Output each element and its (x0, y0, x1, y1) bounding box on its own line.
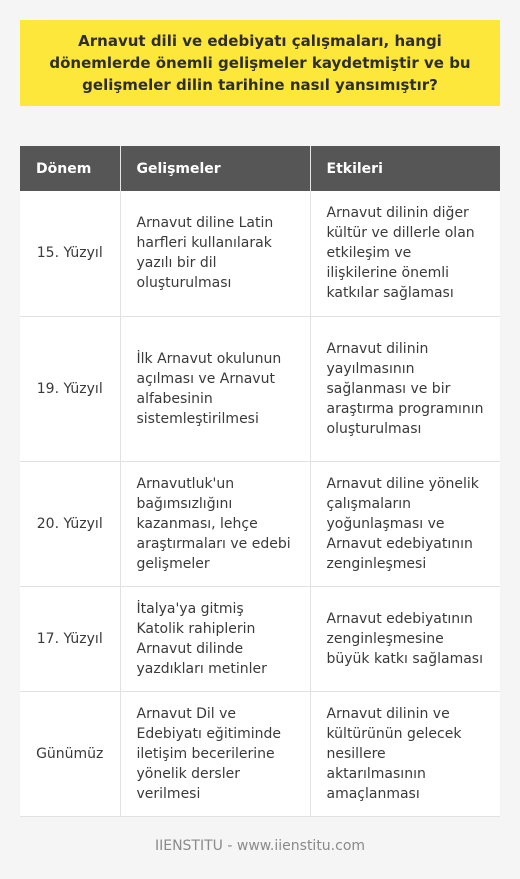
period-cell: 20. Yüzyıl (20, 461, 120, 586)
period-cell: 15. Yüzyıl (20, 191, 120, 316)
developments-cell: Arnavut Dil ve Edebiyatı eğitiminde iletişim becerilerine yönelik dersler verilmesi (120, 691, 310, 816)
table-row (20, 191, 500, 316)
developments-cell: İlk Arnavut okulunun açılması ve Arnavut alfabesinin sistemleştirilmesi (120, 316, 310, 461)
developments-cell: İtalya'ya gitmiş Katolik rahiplerin Arnavut dilinde yazdıkları metinler (120, 586, 310, 691)
effects-cell: Arnavut dilinin diğer kültür ve dillerle olan etkileşim ve ilişkilerine önemli katkılar sağlaması (310, 191, 500, 316)
footer-credit: IIENSTITU - www.iienstitu.com (154, 838, 366, 854)
table-header-row (20, 146, 500, 191)
header-developments: Gelişmeler (120, 146, 310, 191)
table-row (20, 586, 500, 691)
effects-cell: Arnavut dilinin ve kültürünün gelecek nesillere aktarılmasının amaçlanması (310, 691, 500, 816)
question-banner (20, 20, 500, 106)
header-period: Dönem (20, 146, 120, 191)
effects-cell: Arnavut diline yönelik çalışmaların yoğunlaşması ve Arnavut edebiyatının zenginleşmesi (310, 461, 500, 586)
period-cell: 19. Yüzyıl (20, 316, 120, 461)
question-text: Arnavut dili ve edebiyatı çalışmaları, hangi dönemlerde önemli gelişmeler kaydetmiştir ve bu gelişmeler dilin tarihine nasıl yansımıştır? (49, 32, 471, 94)
periods-table (20, 146, 500, 817)
period-cell: 17. Yüzyıl (20, 586, 120, 691)
header-effects: Etkileri (310, 146, 500, 191)
effects-cell: Arnavut edebiyatının zenginleşmesine büyük katkı sağlaması (310, 586, 500, 691)
period-cell: Günümüz (20, 691, 120, 816)
table-row (20, 691, 500, 816)
table-row (20, 316, 500, 461)
effects-cell: Arnavut dilinin yayılmasının sağlanması ve bir araştırma programının oluşturulması (310, 316, 500, 461)
table-row (20, 461, 500, 586)
developments-cell: Arnavut diline Latin harfleri kullanılarak yazılı bir dil oluşturulması (120, 191, 310, 316)
developments-cell: Arnavutluk'un bağımsızlığını kazanması, lehçe araştırmaları ve edebi gelişmeler (120, 461, 310, 586)
